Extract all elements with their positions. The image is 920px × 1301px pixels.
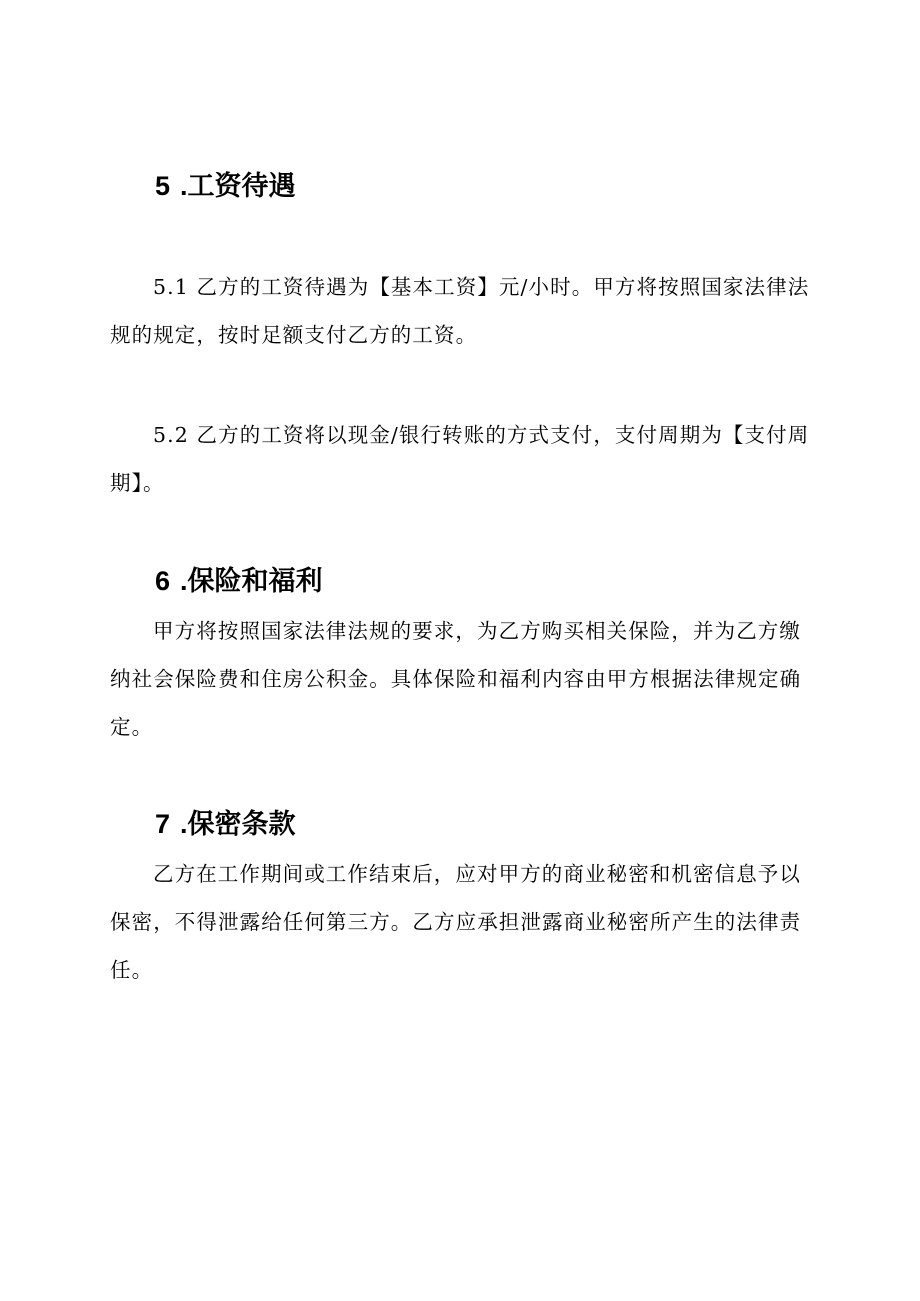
paragraph-line: 乙方在工作期间或工作结束后，应对甲方的商业秘密和机密信息予以: [153, 862, 801, 886]
section-6-title: .保险和福利: [180, 566, 323, 596]
paragraph-line: 甲方将按照国家法律法规的要求，为乙方购买相关保险，并为乙方缴: [153, 619, 801, 643]
paragraph-line: 规的规定，按时足额支付乙方的工资。: [110, 323, 478, 347]
paragraph-line: 期】。: [110, 471, 165, 495]
paragraph-line: 纳社会保险费和住房公积金。具体保险和福利内容由甲方根据法律规定确: [110, 667, 802, 691]
section-7-number: 7: [155, 809, 171, 839]
section-7-heading: [155, 806, 296, 843]
section-7-title: .保密条款: [180, 809, 296, 839]
section-5-heading: [155, 168, 296, 205]
section-5-2-paragraph: [110, 411, 810, 507]
paragraph-line: 定。: [110, 715, 154, 739]
paragraph-line: 5.1 乙方的工资待遇为【基本工资】元/小时。甲方将按照国家法律法: [153, 275, 810, 299]
paragraph-line: 保密，不得泄露给任何第三方。乙方应承担泄露商业秘密所产生的法律责: [110, 910, 802, 934]
section-5-1-paragraph: [110, 263, 810, 359]
section-6-heading: [155, 563, 323, 600]
paragraph-line: 任。: [110, 958, 154, 982]
paragraph-line: 5.2 乙方的工资将以现金/银行转账的方式支付，支付周期为【支付周: [153, 423, 810, 447]
section-6-paragraph: [110, 607, 810, 751]
section-7-paragraph: [110, 850, 810, 994]
section-6-number: 6: [155, 566, 171, 596]
section-5-number: 5: [155, 171, 171, 201]
section-5-title: .工资待遇: [180, 171, 296, 201]
